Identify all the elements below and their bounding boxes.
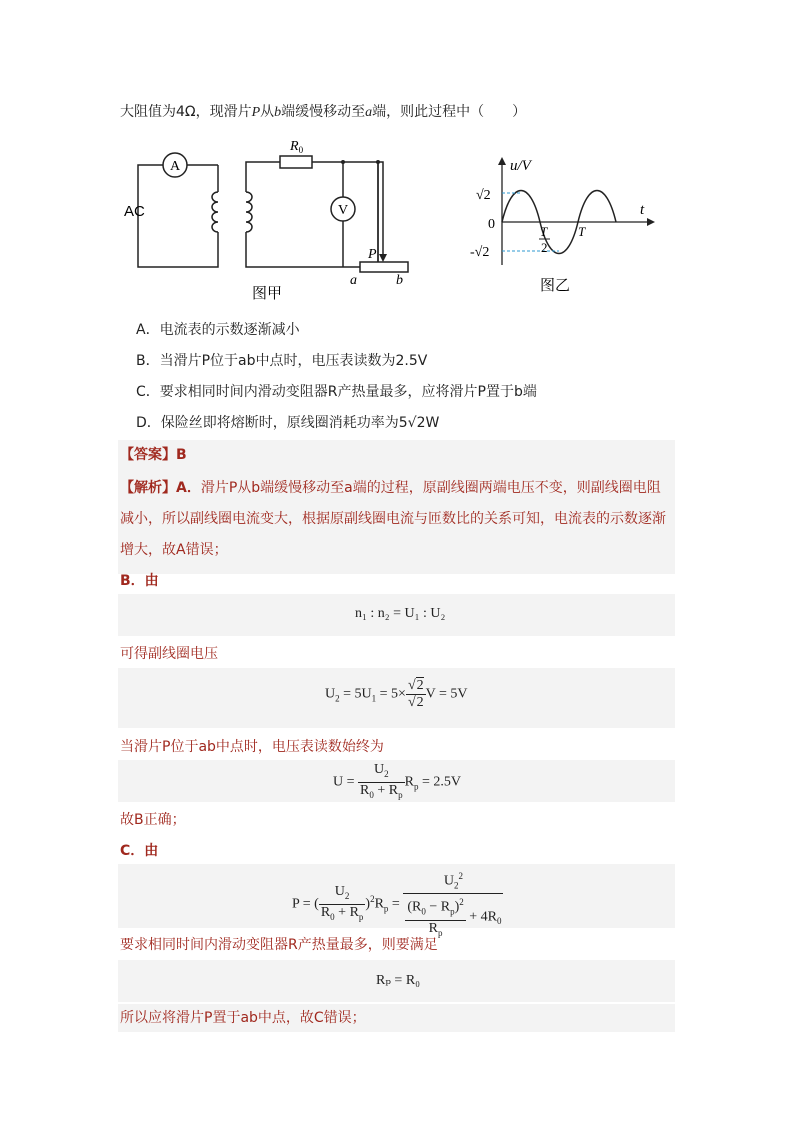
option-a [136, 320, 300, 340]
y-axis-label: u/V [510, 158, 531, 174]
option-text: 保险丝即将熔断时，原线圈消耗功率为5√2W [160, 415, 440, 431]
option-key: C． [136, 384, 160, 400]
formula-turns-ratio: n₁ : n₂ = U₁ : U₂ [355, 606, 446, 621]
answer-value: B [176, 447, 187, 463]
origin-label: 0 [488, 217, 495, 232]
end-a-label: a [350, 273, 357, 288]
option-c [136, 382, 537, 402]
option-key: A． [136, 322, 160, 338]
figure-a-caption: 图甲 [252, 284, 283, 302]
analysis-c-key: C．由 [120, 843, 159, 859]
answer-label: 【答案】 [120, 447, 176, 463]
var-a: a [365, 105, 373, 120]
y-neg-label: -√2 [470, 245, 490, 260]
intro-text-4: 端，则此过程中（ ） [372, 104, 527, 120]
formula-secondary-voltage: $U_2 = 5U_1 = 5\times$ $\frac{√2}{√2}$ V = 5V [325, 678, 468, 710]
slider-arrow [379, 254, 387, 262]
formula-power: P = ( $\frac{U_2}{R_0 + R_p}$ )$^2R_p$ = $U_2^2$ $\frac{(R_0 - R_p)^2}{R_p}$ + $4R_0$ [292, 868, 503, 941]
t-half-den: 2 [541, 240, 548, 255]
voltage-waveform [460, 150, 660, 300]
var-p: P [251, 105, 261, 120]
formula-condition: Rₚ = R₀ [376, 973, 421, 988]
option-text: 当滑片P位于ab中点时，电压表读数为2.5V [159, 353, 428, 369]
t-full-label: T [578, 224, 586, 239]
y-pos-label: √2 [476, 188, 491, 203]
intro-line [120, 102, 526, 123]
analysis-c-conclusion: 所以应将滑片P置于ab中点，故C错误； [120, 1010, 366, 1026]
analysis-a-line1 [120, 478, 661, 498]
option-key: D． [136, 415, 161, 431]
option-key: B． [136, 353, 160, 369]
formula-voltmeter: U = $\frac{U_2}{R_0 + R_p}$ $R_p = 2.5V$ [333, 762, 461, 800]
var-b: b [274, 105, 282, 120]
analysis-a-line3: 增大，故A错误； [120, 542, 228, 558]
resistor-label: $R_0$ [290, 139, 304, 155]
analysis-b-text1: 可得副线圈电压 [120, 646, 218, 662]
option-text: 要求相同时间内滑动变阻器R产热量最多，应将滑片P置于b端 [159, 384, 537, 400]
analysis-b-key: B．由 [120, 573, 159, 589]
end-b-label: b [396, 273, 403, 288]
option-text: 电流表的示数逐渐减小 [159, 322, 300, 338]
source-label: AC [124, 203, 145, 220]
analysis-c-text1: 要求相同时间内滑动变阻器R产热量最多，则要满足 [120, 937, 438, 953]
analysis-a-key: A． [176, 480, 201, 496]
circuit-diagram [120, 132, 430, 307]
analysis-b-text2: 当滑片P位于ab中点时，电压表读数始终为 [120, 739, 384, 755]
voltmeter-label: V [337, 203, 349, 218]
analysis-a-line2: 减小，所以副线圈电流变大，根据原副线圈电流与匝数比的关系可知，电流表的示数逐渐 [120, 511, 666, 527]
ammeter-label: A [169, 159, 181, 174]
answer-line [120, 445, 187, 465]
option-b [136, 351, 427, 371]
intro-text-2: 从 [260, 104, 275, 120]
resistor-r0 [280, 156, 312, 168]
t-half-num: T [540, 224, 548, 239]
intro-text-3: 端缓慢移动至 [281, 104, 366, 120]
slider-label: P [368, 247, 377, 262]
intro-text-1: 大阻值为4Ω，现滑片 [120, 104, 252, 120]
analysis-label: 【解析】 [120, 480, 176, 496]
analysis-a-text1: 滑片P从b端缓慢移动至a端的过程，原副线圈两端电压不变，则副线圈电阻 [200, 480, 661, 496]
figure-b-caption: 图乙 [540, 276, 571, 294]
rheostat [360, 262, 408, 272]
analysis-b-conclusion: 故B正确； [120, 812, 186, 828]
option-d [136, 413, 439, 433]
x-axis-label: t [640, 202, 645, 218]
